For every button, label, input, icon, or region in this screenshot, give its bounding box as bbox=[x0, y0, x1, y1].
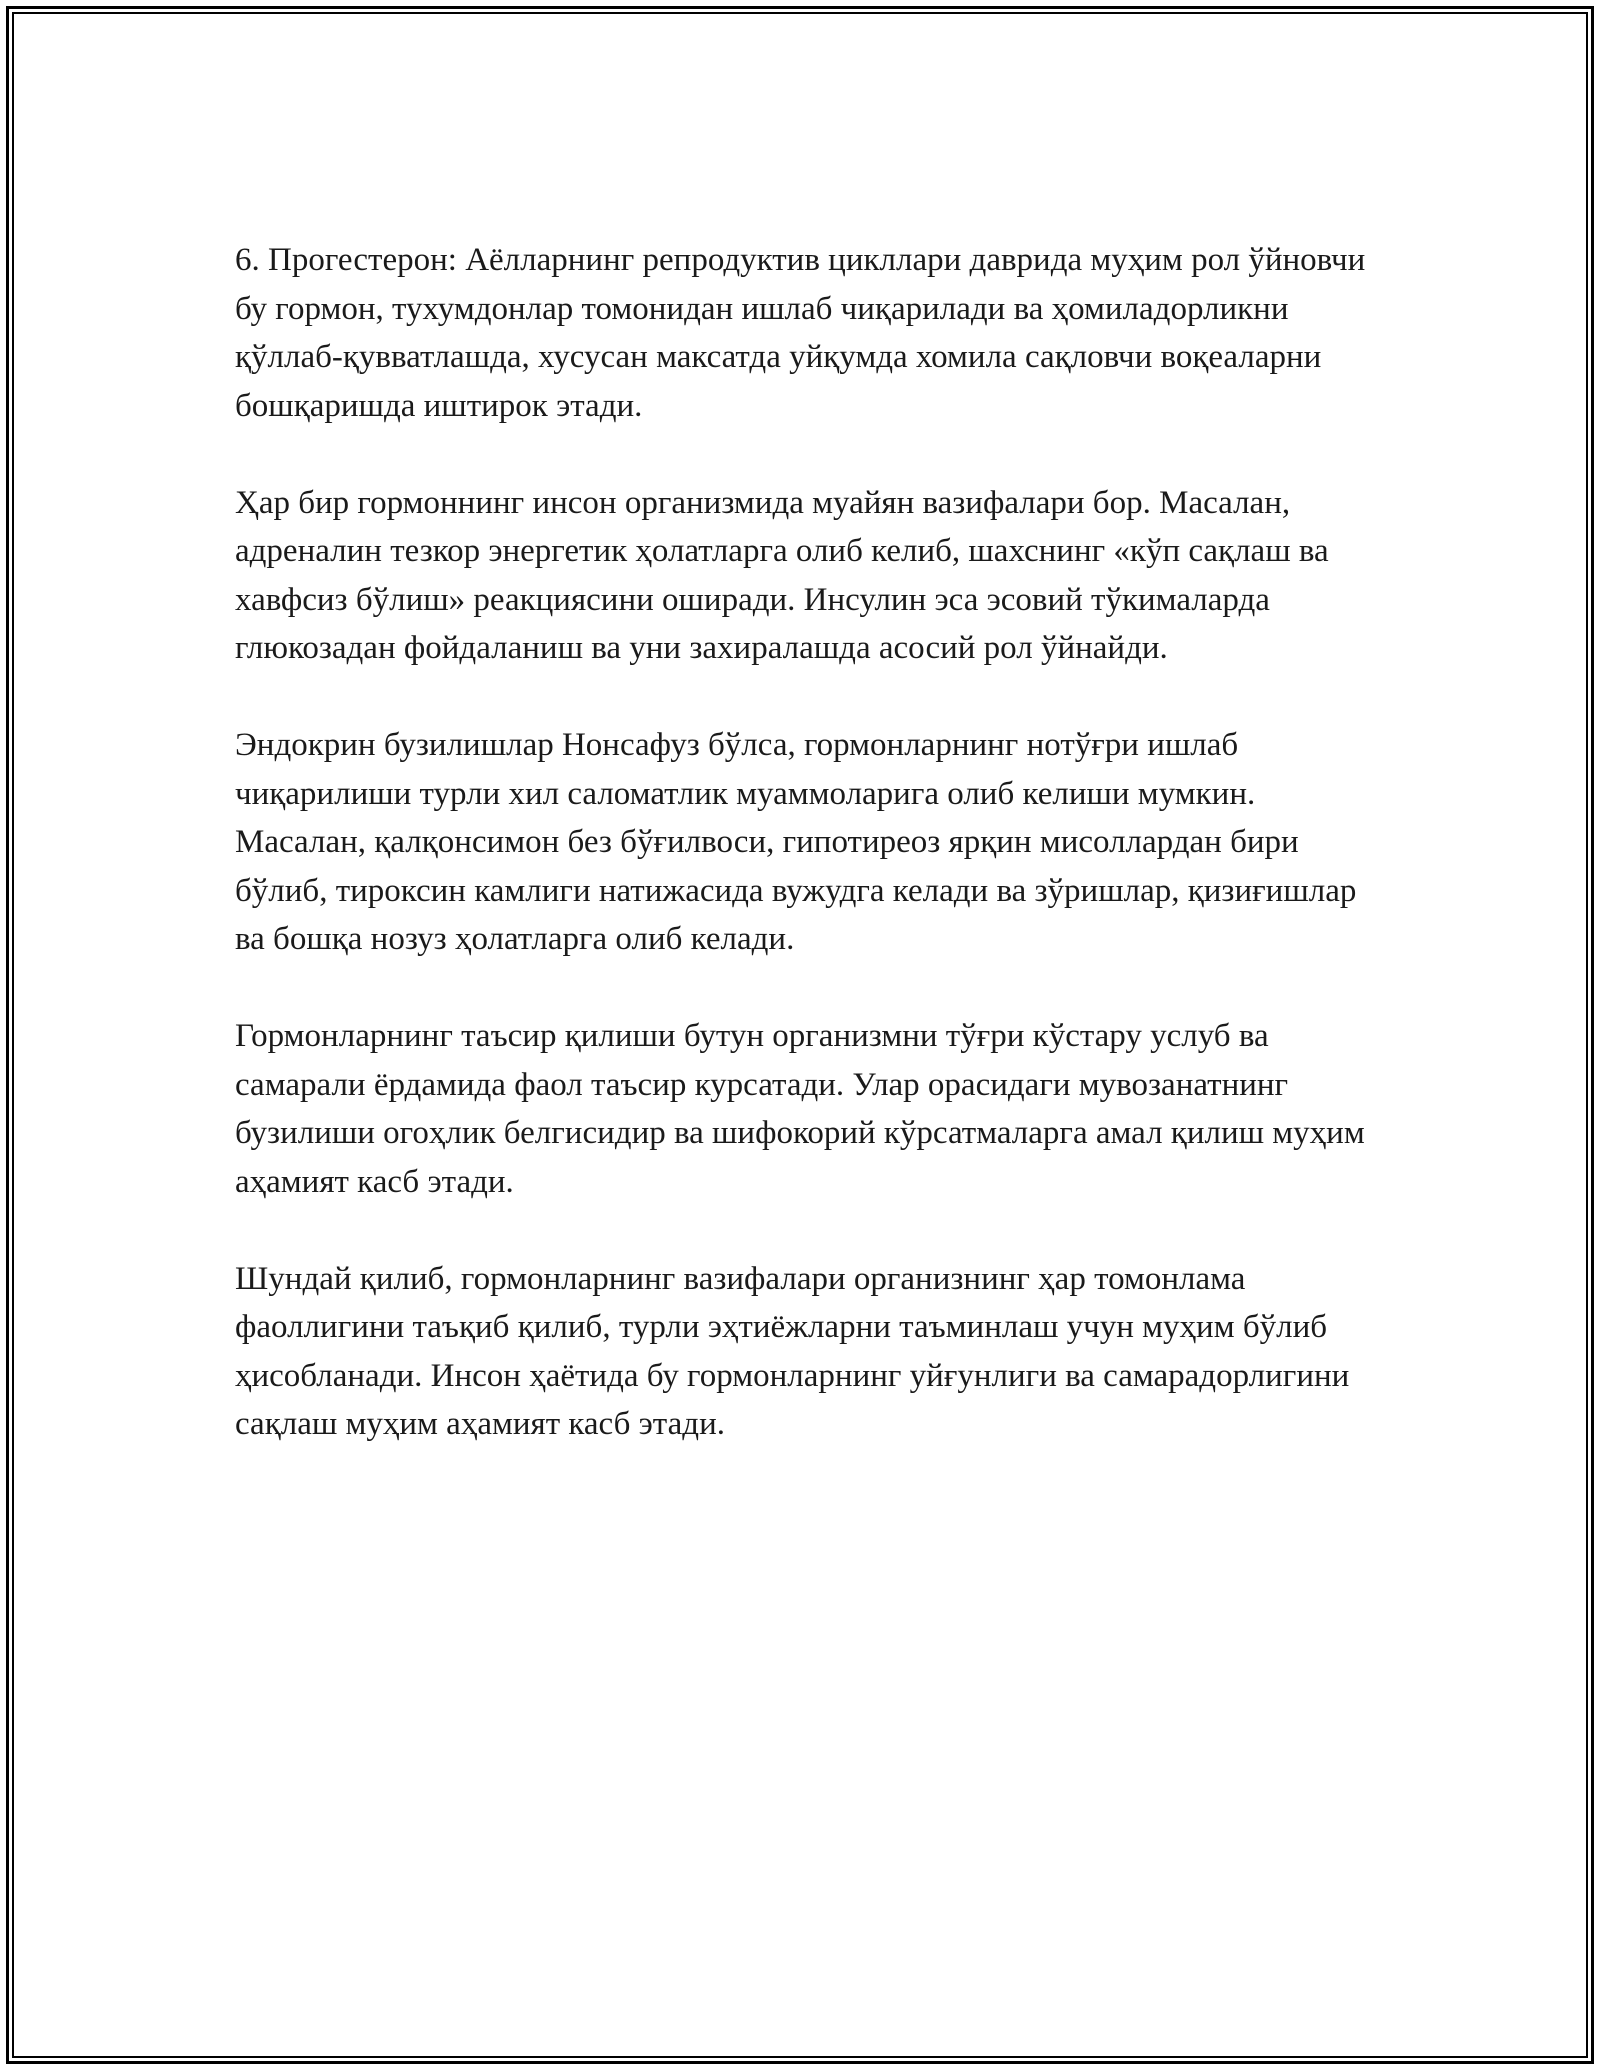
document-body bbox=[235, 236, 1385, 1449]
paragraph-conclusion: Шундай қилиб, гормонларнинг вазифалари организнинг ҳар томонлама фаоллигини таъқиб қилиб, турли эҳтиёжларни таъминлаш учун муҳим бўлиб ҳисобланади. Инсон ҳаётида бу гормонларнинг уйғунлиги ва самарадорлигини сақлаш муҳим аҳамият касб этади. bbox=[235, 1260, 1350, 1442]
paragraph-progesterone: 6. Прогестерон: Аёлларнинг репродуктив цикллари даврида муҳим рол ўйновчи бу гормон, тухумдонлар томонидан ишлаб чиқарилади ва ҳомиладорликни қўллаб-қувватлашда, хусусан максатда уйқумда хомила сақловчи воқеаларни бошқаришда иштирок этади. bbox=[235, 242, 1366, 424]
paragraph-hormone-effects: Гормонларнинг таъсир қилиши бутун организмни тўғри кўстару услуб ва самарали ёрдамида фаол таъсир курсатади. Улар орасидаги мувозанатнинг бузилиши огоҳлик белгисидир ва шифокорий кўрсатмаларга амал қилиш муҳим аҳамият касб этади. bbox=[235, 1018, 1365, 1200]
paragraph-endocrine-disorders: Эндокрин бузилишлар Нонсафуз бўлса, гормонларнинг нотўғри ишлаб чиқарилиши турли хил саломатлик муаммоларига олиб келиши мумкин. Масалан, қалқонсимон без бўғилвоси, гипотиреоз ярқин мисоллардан бири бўлиб, тироксин камлиги натижасида вужудга келади ва зўришлар, қизиғишлар ва бошқа нозуз ҳолатларга олиб келади. bbox=[235, 727, 1357, 957]
paragraph-hormone-functions: Ҳар бир гормоннинг инсон организмида муайян вазифалари бор. Масалан, адреналин тезкор энергетик ҳолатларга олиб келиб, шахснинг «кўп сақлаш ва хавфсиз бўлиш» реакциясини оширади. Инсулин эса эсовий тўкималарда глюкозадан фойдаланиш ва уни захиралашда асосий рол ўйнайди. bbox=[235, 484, 1329, 666]
